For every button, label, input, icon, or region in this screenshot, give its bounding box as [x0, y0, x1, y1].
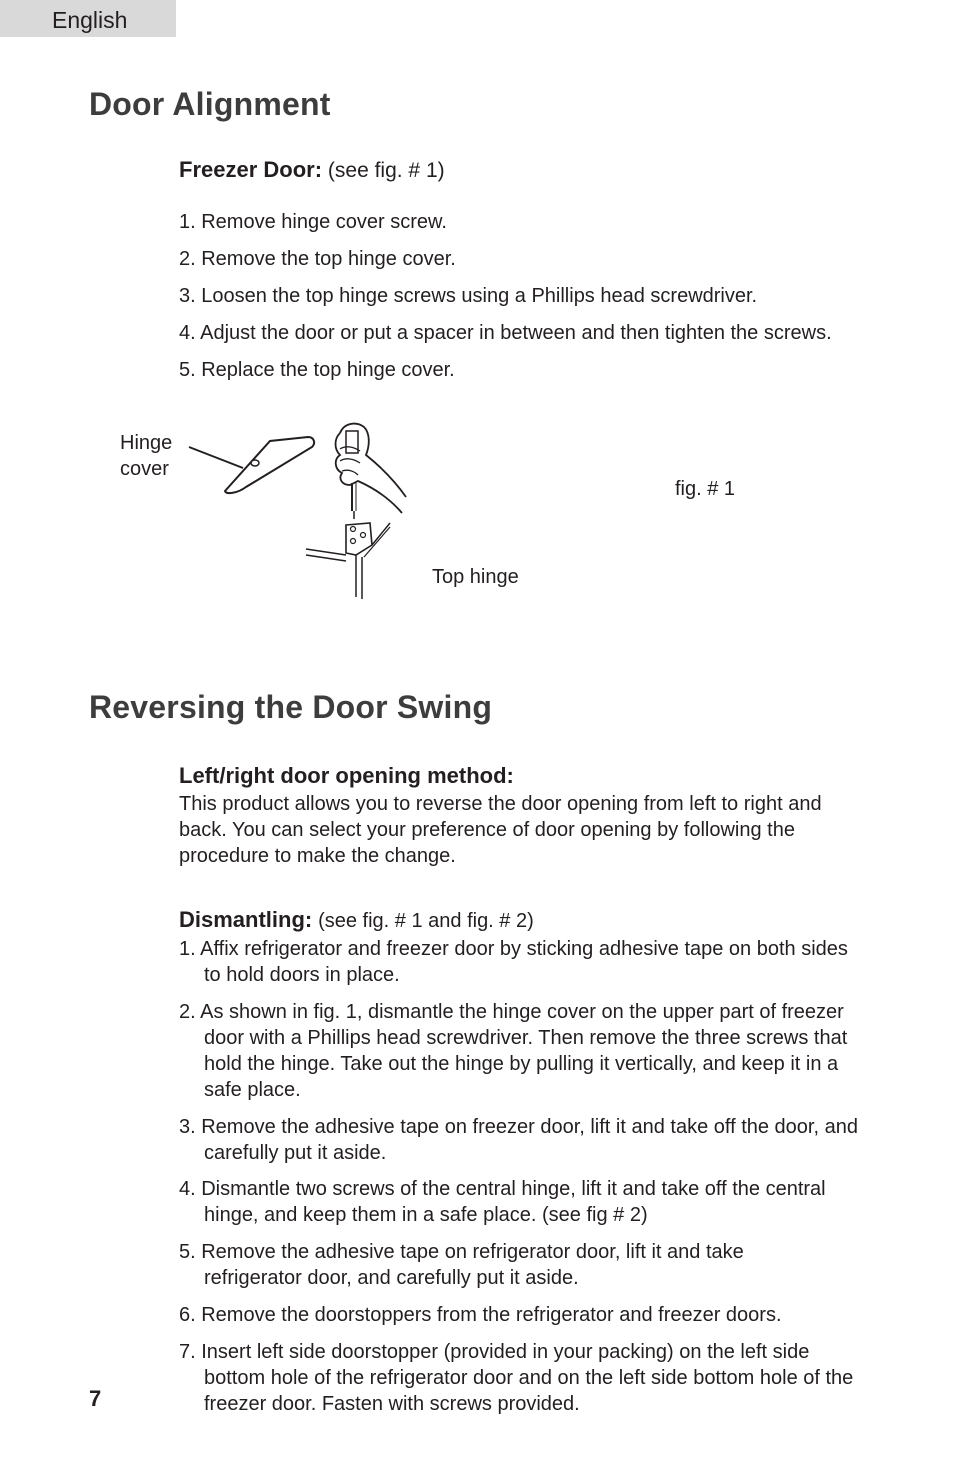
dismantling-step-3: 3. Remove the adhesive tape on freezer door, lift it and take off the door, and carefully put it aside.: [179, 1116, 858, 1164]
dismantling-step-5: 5. Remove the adhesive tape on refrigerator door, lift it and take refrigerator door, and carefully put it aside.: [179, 1241, 744, 1289]
method-paragraph: This product allows you to reverse the door opening from left to right and back. You can select your preference of door opening by following the procedure to make the change.: [179, 793, 822, 867]
dismantling-subheading: [179, 907, 534, 933]
method-label: Left/right door opening method:: [179, 763, 514, 788]
dismantling-label: Dismantling:: [179, 907, 313, 932]
alignment-step-3: 3. Loosen the top hinge screws using a Phillips head screwdriver.: [179, 285, 758, 307]
dismantling-step-4: 4. Dismantle two screws of the central hinge, lift it and take off the central hinge, and keep them in a safe place. (see fig # 2): [179, 1178, 826, 1226]
method-subheading: [179, 763, 514, 789]
alignment-step-2: 2. Remove the top hinge cover.: [179, 248, 456, 270]
freezer-door-subheading: [179, 157, 445, 183]
freezer-door-ref: (see fig. # 1): [327, 159, 445, 182]
top-hinge-label: Top hinge: [432, 566, 519, 588]
hinge-cover-label-line1: Hinge: [120, 432, 173, 454]
alignment-step-5: 5. Replace the top hinge cover.: [179, 359, 455, 381]
dismantling-ref: (see fig. # 1 and fig. # 2): [318, 910, 534, 932]
language-tab: English: [0, 0, 176, 37]
hinge-illustration: [180, 415, 420, 605]
dismantling-step-6: 6. Remove the doorstoppers from the refrigerator and freezer doors.: [179, 1304, 782, 1326]
dismantling-step-7: 7. Insert left side doorstopper (provided in your packing) on the left side bottom hole of the refrigerator door and on the left side bottom hole of the freezer door. Fasten with screws provided.: [179, 1341, 854, 1415]
dismantling-step-2: 2. As shown in fig. 1, dismantle the hinge cover on the upper part of freezer door with a Phillips head screwdriver. Then remove the three screws that hold the hinge. Take out the hinge by pulling it vertically, and keep it in a safe place.: [179, 1001, 848, 1101]
freezer-door-label: Freezer Door:: [179, 157, 323, 182]
hinge-cover-label-line2: cover: [120, 458, 169, 480]
figure-1-caption: fig. # 1: [675, 478, 736, 500]
door-alignment-title: Door Alignment: [89, 86, 331, 122]
reversing-door-swing-title: Reversing the Door Swing: [89, 689, 493, 725]
page-number: 7: [89, 1386, 102, 1411]
alignment-step-4: 4. Adjust the door or put a spacer in between and then tighten the screws.: [179, 322, 832, 344]
dismantling-step-1: 1. Affix refrigerator and freezer door by sticking adhesive tape on both sides to hold doors in place.: [179, 938, 848, 986]
alignment-step-1: 1. Remove hinge cover screw.: [179, 211, 447, 233]
